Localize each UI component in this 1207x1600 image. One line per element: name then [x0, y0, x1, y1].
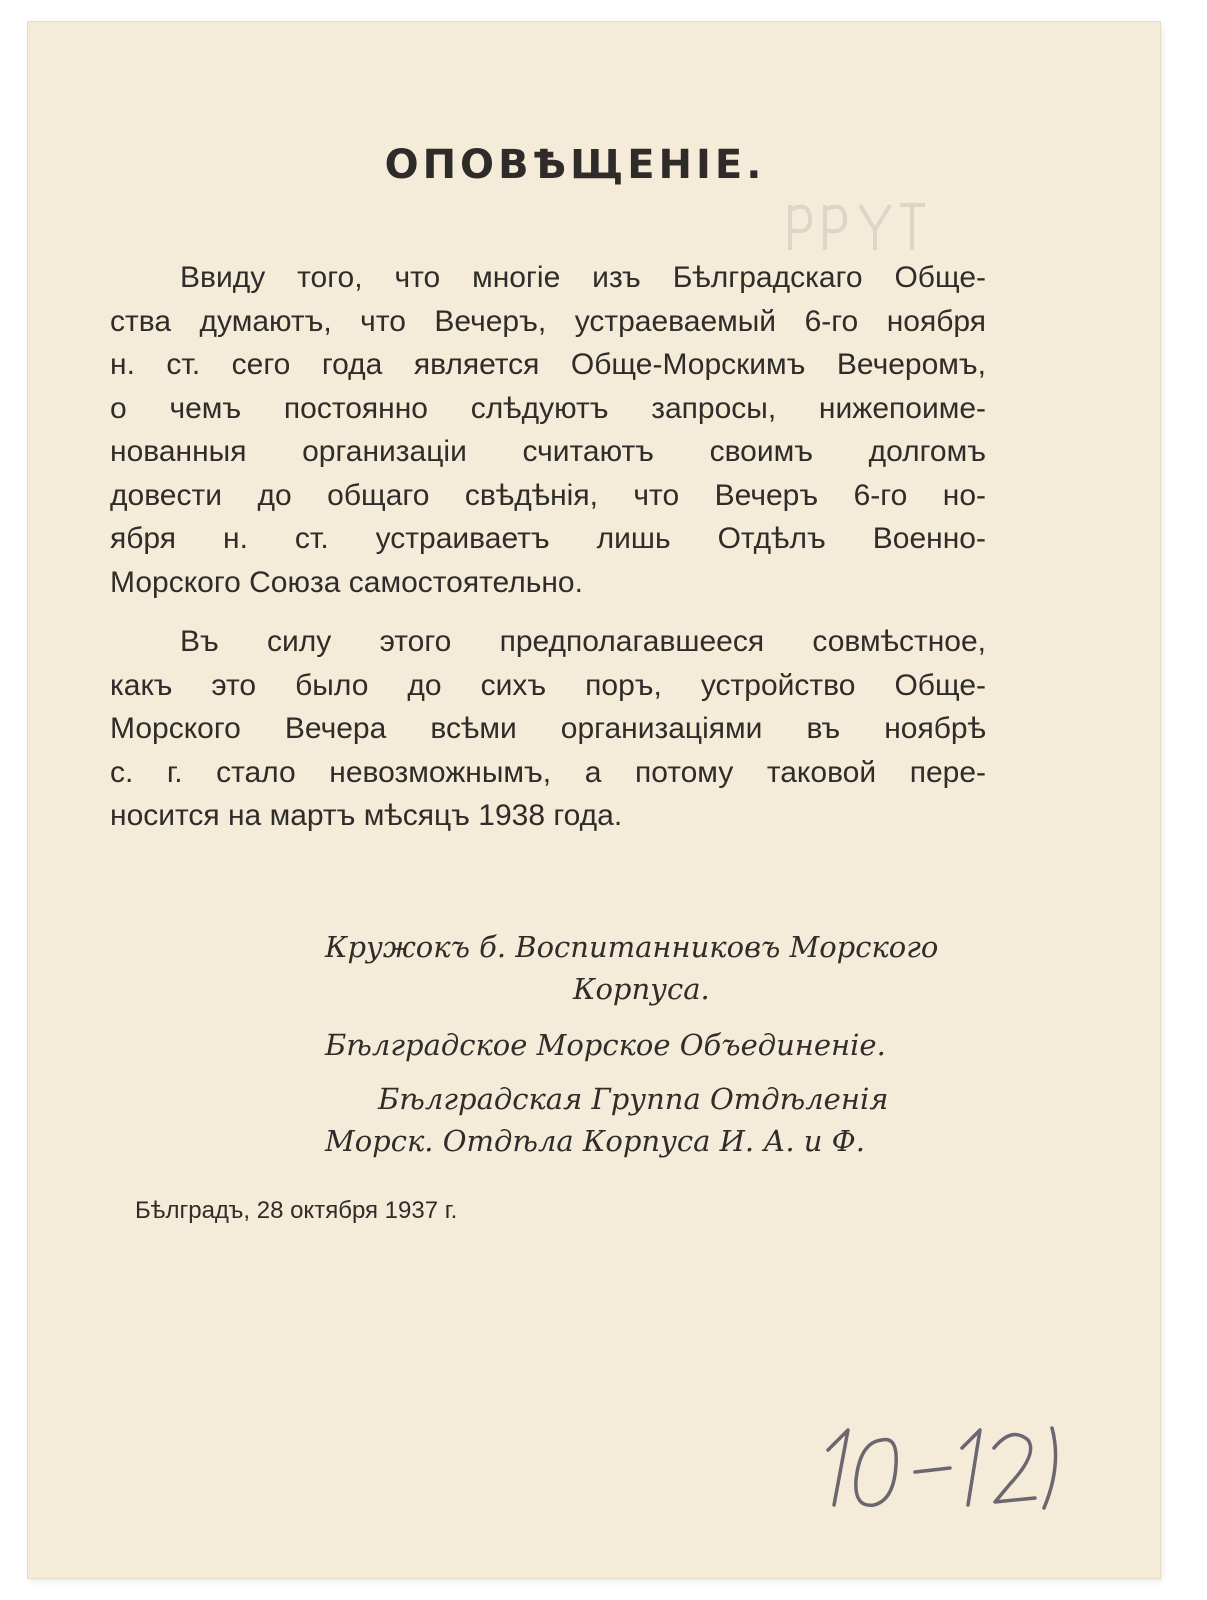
- paragraph-2-line: какъ это было до сихъ поръ, устройство Обще-: [110, 668, 986, 702]
- paragraph-1-line: н. ст. сего года является Обще-Морскимъ Вечеромъ,: [110, 348, 986, 381]
- paragraph-1-line: ября н. ст. устраиваетъ лишь Отдѣлъ Военно-: [110, 522, 986, 555]
- dateline: Бѣлградъ, 28 октября 1937 г.: [135, 1197, 458, 1224]
- signature-org-3-line-2: Морск. Отдѣла Корпуса И. А. и Ф.: [325, 1124, 865, 1158]
- paragraph-1-line: Ввиду того, что многіе изъ Бѣлградскаго Обще-: [180, 261, 986, 294]
- paragraph-2-line: носится на мартъ мѣсяцъ 1938 года.: [110, 799, 623, 832]
- signature-org-1-line-1: Кружокъ б. Воспитанниковъ Морского: [325, 930, 939, 964]
- signature-org-1-line-2: Корпуса.: [573, 972, 710, 1006]
- paragraph-1: [110, 256, 986, 604]
- signature-org-3-line-1: Бѣлградская Группа Отдѣленія: [378, 1082, 889, 1116]
- paragraph-1-line: ства думаютъ, что Вечеръ, устраеваемый 6-го ноября: [110, 304, 986, 338]
- paragraph-2-line: Морского Вечера всѣми организаціями въ ноябрѣ: [110, 712, 986, 745]
- handwritten-page-number: [790, 1410, 1060, 1520]
- paragraph-1-line: довести до общаго свѣдѣнія, что Вечеръ 6-го но-: [110, 478, 986, 512]
- paragraph-2: [110, 620, 986, 838]
- paragraph-2-line: с. г. стало невозможнымъ, а потому таковой пере-: [110, 755, 986, 789]
- paragraph-1-line: о чемъ постоянно слѣдуютъ запросы, нижепоиме-: [110, 391, 986, 425]
- paragraph-1-line: нованныя организаціи считаютъ своимъ долгомъ: [110, 435, 986, 468]
- paragraph-2-line: Въ силу этого предполагавшееся совмѣстное,: [180, 625, 986, 658]
- document-title: ОПОВѢЩЕНІЕ.: [384, 142, 766, 188]
- signature-org-2: Бѣлградское Морское Объединеніе.: [325, 1028, 886, 1062]
- faint-stamp-mark: [780, 190, 940, 260]
- paragraph-1-line: Морского Союза самостоятельно.: [110, 565, 583, 599]
